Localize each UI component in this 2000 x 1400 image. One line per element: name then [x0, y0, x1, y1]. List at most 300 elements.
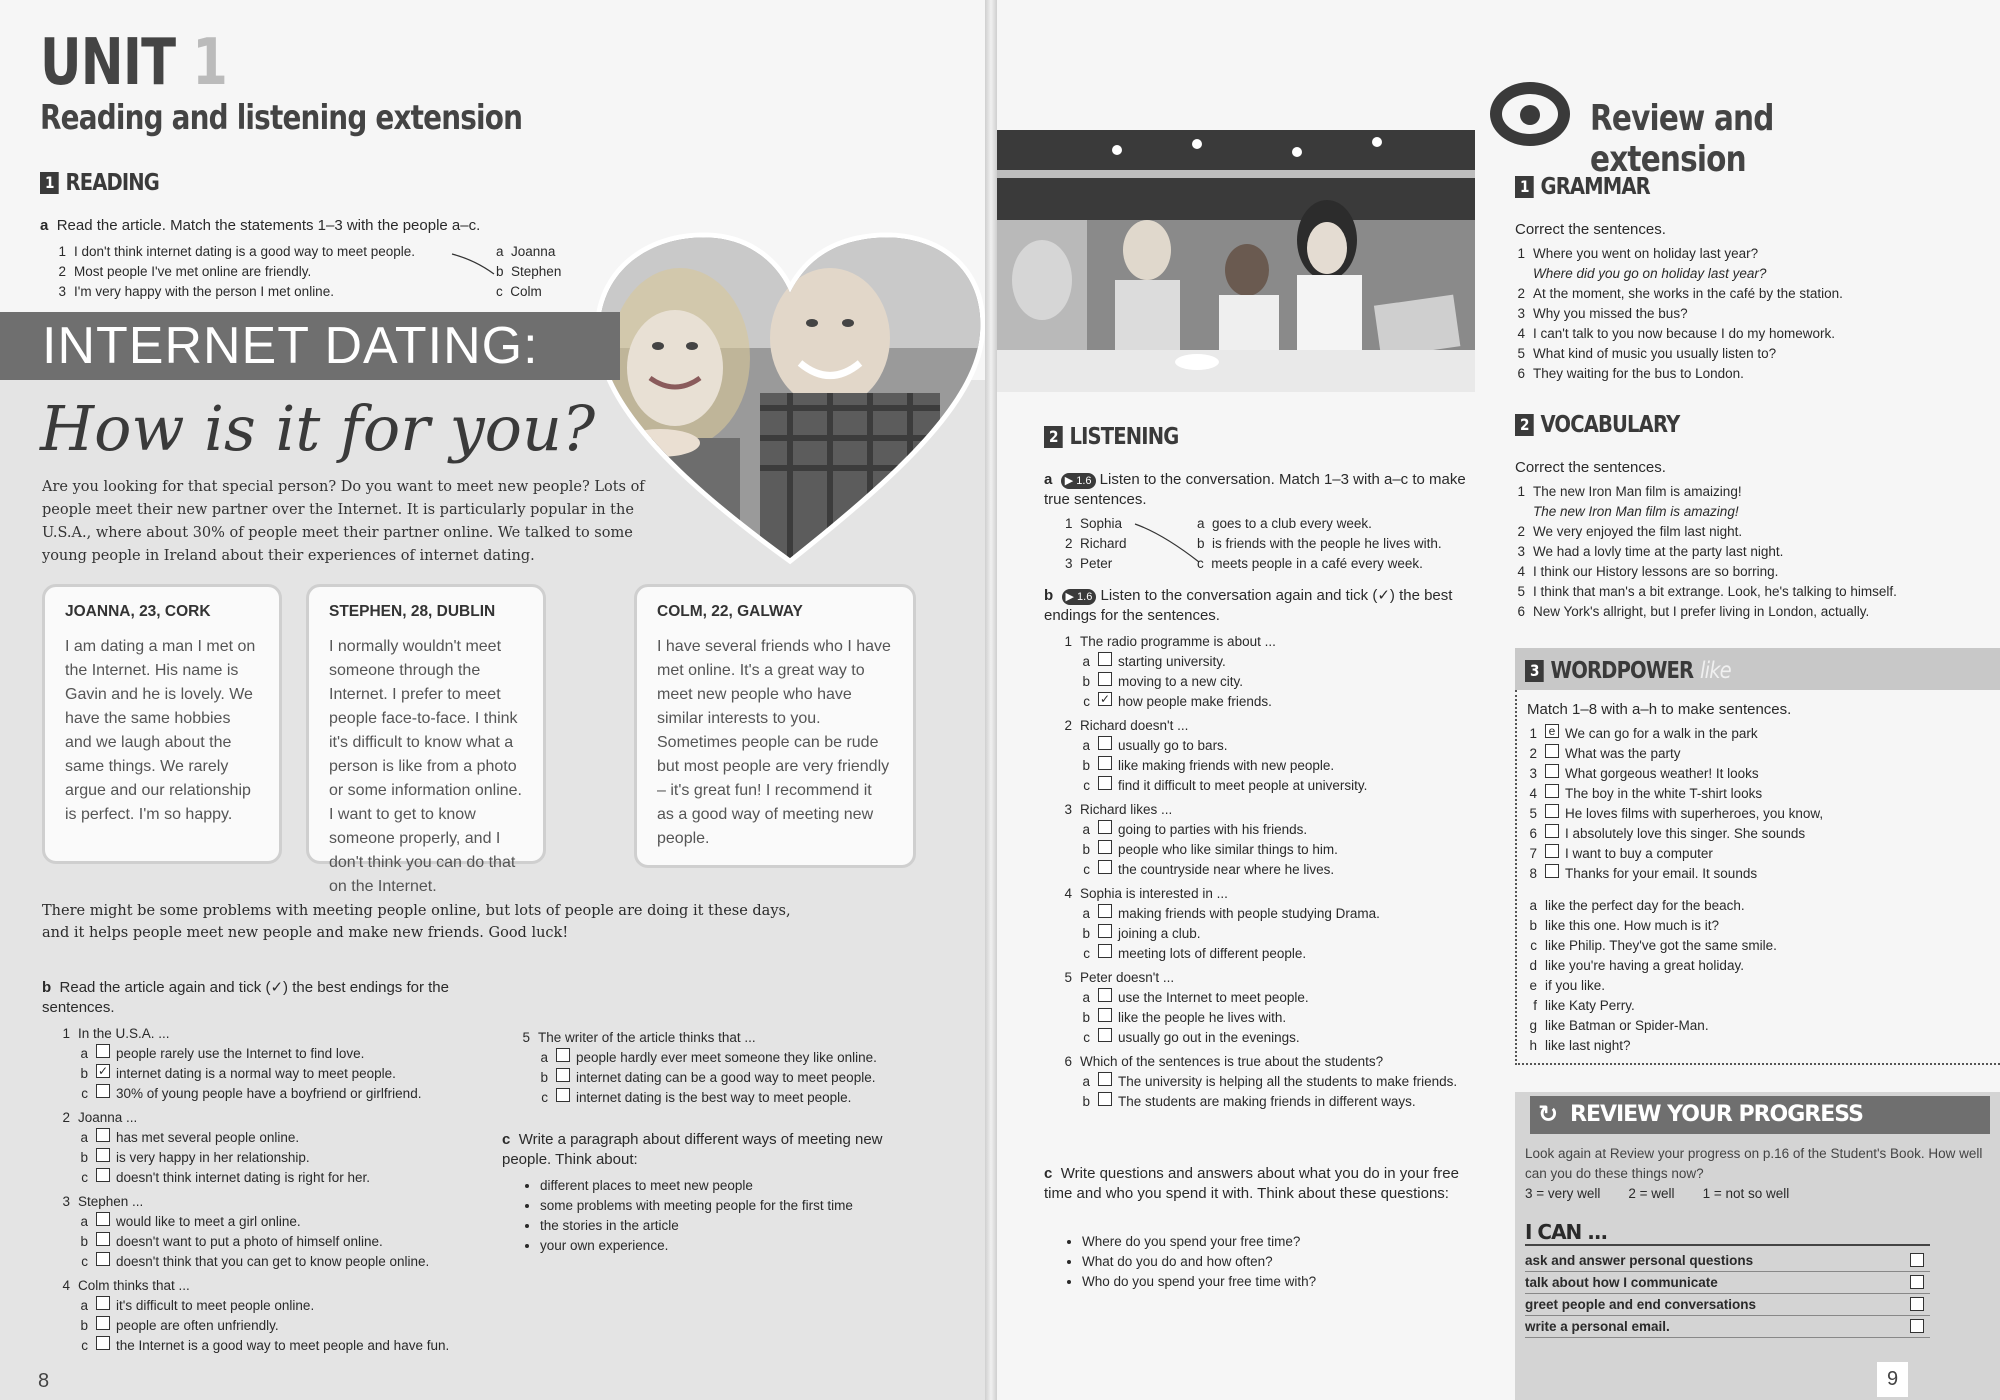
option-letter: b: [540, 1070, 548, 1085]
item-number: 6: [1517, 604, 1525, 619]
option-text: internet dating can be a good way to meet people.: [576, 1070, 876, 1085]
unit-word: UNIT: [40, 26, 176, 100]
wordpower-item: [1527, 784, 1987, 804]
answer-option: [1062, 776, 1482, 796]
cafe-photo-friends: [997, 130, 1475, 392]
ending-c: c meets people in a café every week.: [1197, 556, 1423, 571]
instruction-text: Write questions and answers about what you do in your free time and who you spend it with. Think about these questions:: [1044, 1165, 1459, 1202]
sentence-item: [1515, 364, 1985, 384]
answer-checkbox[interactable]: [1098, 1092, 1112, 1106]
wordpower-ending: [1527, 996, 1987, 1016]
answer-box[interactable]: [1545, 844, 1559, 858]
item-number: 2: [1529, 746, 1537, 761]
answer-option: [1062, 840, 1482, 860]
name-1: 1 Sophia: [1065, 516, 1123, 531]
option-text: making friends with people studying Drama.: [1118, 906, 1380, 921]
question-number: 1: [1064, 634, 1072, 649]
item-number: 5: [1529, 806, 1537, 821]
answer-checkbox[interactable]: [1098, 904, 1112, 918]
wordpower-items: [1527, 724, 1987, 884]
option-letter: a: [1082, 990, 1090, 1005]
answer-box[interactable]: [1545, 784, 1559, 798]
answer-checkbox[interactable]: [556, 1088, 570, 1102]
answer-checkbox[interactable]: [96, 1296, 110, 1310]
listening-b-instruction: [1044, 586, 1474, 626]
item-number: 4: [1517, 564, 1525, 579]
bullet-item: • Who do you spend your free time with?: [1082, 1272, 1462, 1292]
option-text: The university is helping all the students to make friends.: [1118, 1074, 1458, 1089]
article-intro: Are you looking for that special person? Do you want to meet new people? Lots of people meet their new partner over the Internet. It is particularly popular in the U.S.A., where about 30% of people meet their partner online. We talked to some young people in Ireland about their experiences of internet dating.: [42, 479, 645, 564]
ending-b: b is friends with the people he lives with.: [1197, 536, 1442, 551]
option-letter: b: [80, 1318, 88, 1333]
refresh-icon: ↻: [1538, 1100, 1558, 1128]
wordpower-item: [1527, 844, 1987, 864]
option-letter: b: [80, 1234, 88, 1249]
answer-option: [1062, 692, 1482, 712]
answer-checkbox[interactable]: [556, 1048, 570, 1062]
answer-checkbox[interactable]: [1098, 1072, 1112, 1086]
wordpower-number-badge: 3: [1525, 660, 1544, 682]
i-can-item: write a personal email.: [1525, 1316, 1930, 1338]
statement-text: I'm very happy with the person I met online.: [74, 284, 334, 299]
instruction-text: Listen to the conversation again and tick (✓) the best endings for the sentences.: [1044, 587, 1453, 624]
item-text: The new Iron Man film is amaizing!: [1533, 484, 1742, 499]
option-letter: c: [1083, 946, 1090, 961]
listening-b-questions: [1062, 632, 1482, 1116]
option-text: use the Internet to meet people.: [1118, 990, 1309, 1005]
reading-b-questions: [60, 1024, 520, 1360]
unit-subtitle: Reading and listening extension: [40, 98, 523, 138]
reading-number-badge: 1: [40, 172, 59, 194]
item-text: We had a lovly time at the party last night.: [1533, 544, 1784, 559]
wordpower-item: [1527, 864, 1987, 884]
question-stem: [60, 1276, 520, 1296]
review-title: Review and extension: [1590, 98, 1774, 180]
question-text: Peter doesn't ...: [1080, 970, 1175, 985]
option-text: starting university.: [1118, 654, 1226, 669]
audio-track-icon[interactable]: ▶ 1.6: [1062, 589, 1097, 605]
answer-box[interactable]: e: [1545, 724, 1559, 738]
option-text: is very happy in her relationship.: [116, 1150, 310, 1165]
grammar-number-badge: 1: [1515, 176, 1534, 198]
option-letter: c: [541, 1090, 548, 1105]
answer-checkbox[interactable]: [1098, 820, 1112, 834]
answer-checkbox[interactable]: [1098, 860, 1112, 874]
ending-text: if you like.: [1545, 978, 1606, 993]
answer-checkbox[interactable]: [1098, 1028, 1112, 1042]
item-text: I think our History lessons are so borring.: [1533, 564, 1779, 579]
option-letter: c: [1083, 694, 1090, 709]
question-number: 3: [62, 1194, 70, 1209]
option-letter: b: [80, 1150, 88, 1165]
answer-checkbox[interactable]: [1098, 1008, 1112, 1022]
option-text: 30% of young people have a boyfriend or girlfriend.: [116, 1086, 422, 1101]
reading-b-instruction: [42, 978, 462, 1018]
exercise-c-letter: c: [1044, 1165, 1053, 1182]
option-letter: a: [1082, 822, 1090, 837]
item-text: What was the party: [1565, 746, 1681, 761]
match-line: [450, 252, 496, 278]
i-can-heading: I CAN ...: [1525, 1220, 1930, 1246]
card-body: I am dating a man I met on the Internet. His name is Gavin and he is lovely. We have the same hobbies and we laugh about the same things. We rarely argue and our relationship is perfect. I'm so happy.: [65, 638, 256, 823]
answer-checkbox[interactable]: [96, 1128, 110, 1142]
answer-checkbox[interactable]: [1098, 736, 1112, 750]
answer-checkbox[interactable]: [1098, 988, 1112, 1002]
grammar-heading: [1515, 174, 1650, 200]
review-scale: [1525, 1184, 1985, 1204]
answer-checkbox[interactable]: [96, 1252, 110, 1266]
ending-letter: h: [1529, 1038, 1537, 1053]
card-colm: [634, 584, 916, 868]
i-can-checkbox[interactable]: [1910, 1319, 1924, 1333]
sentence-item: [1515, 324, 1985, 344]
item-number: 6: [1517, 366, 1525, 381]
scale-item: 1 = not so well: [1702, 1186, 1790, 1201]
listening-endings: [1197, 514, 1487, 574]
scale-item: 3 = very well: [1525, 1186, 1601, 1201]
exercise-a-letter: a: [40, 217, 49, 234]
option-text: meeting lots of different people.: [1118, 946, 1307, 961]
question-text: The writer of the article thinks that ...: [538, 1030, 756, 1045]
option-text: the Internet is a good way to meet people and have fun.: [116, 1338, 450, 1353]
ending-letter: e: [1529, 978, 1537, 993]
item-number: 3: [1517, 544, 1525, 559]
item-text: New York's allright, but I prefer living in London, actually.: [1533, 604, 1870, 619]
wordpower-heading: [1525, 658, 1731, 684]
option-letter: b: [1082, 674, 1090, 689]
question: [60, 1276, 520, 1356]
option-text: people hardly ever meet someone they like online.: [576, 1050, 877, 1065]
instruction-text: Write a paragraph about different ways of meeting new people. Think about:: [502, 1131, 883, 1168]
option-text: people are often unfriendly.: [116, 1318, 279, 1333]
question-number: 4: [62, 1278, 70, 1293]
option-letter: c: [81, 1170, 88, 1185]
option-text: find it difficult to meet people at university.: [1118, 778, 1368, 793]
wordpower-ending: [1527, 976, 1987, 996]
option-text: internet dating is a normal way to meet people.: [116, 1066, 396, 1081]
option-text: how people make friends.: [1118, 694, 1272, 709]
question: [1062, 884, 1482, 964]
answer-option: [1062, 756, 1482, 776]
item-text: I want to buy a computer: [1565, 846, 1713, 861]
answer-checkbox[interactable]: [96, 1168, 110, 1182]
reading-heading: [40, 170, 159, 196]
item-number: 4: [1529, 786, 1537, 801]
exercise-b-letter: b: [42, 979, 52, 996]
item-number: 8: [1529, 866, 1537, 881]
option-letter: a: [1082, 906, 1090, 921]
option-text: going to parties with his friends.: [1118, 822, 1308, 837]
option-letter: c: [81, 1086, 88, 1101]
item-text: They waiting for the bus to London.: [1533, 366, 1744, 381]
option-letter: a: [80, 1130, 88, 1145]
option-text: usually go out in the evenings.: [1118, 1030, 1300, 1045]
option-letter: c: [81, 1338, 88, 1353]
statements-list: [56, 242, 456, 302]
item-text: The boy in the white T-shirt looks: [1565, 786, 1763, 801]
answer-option: [520, 1068, 940, 1088]
ending-text: like this one. How much is it?: [1545, 918, 1720, 933]
item-text: Thanks for your email. It sounds: [1565, 866, 1758, 881]
ending-letter: a: [1529, 898, 1537, 913]
right-page: [997, 0, 2000, 1400]
answer-checkbox[interactable]: [556, 1068, 570, 1082]
answer-option: [60, 1212, 520, 1232]
question-number: 5: [1064, 970, 1072, 985]
wordpower-instruction: Match 1–8 with a–h to make sentences.: [1527, 701, 1792, 718]
answer-box[interactable]: [1545, 744, 1559, 758]
item-text: We very enjoyed the film last night.: [1533, 524, 1743, 539]
question-text: Colm thinks that ...: [78, 1278, 190, 1293]
bullet-item: • some problems with meeting people for the first time: [540, 1196, 960, 1216]
item-number: 1: [1529, 726, 1537, 741]
answer-checkbox[interactable]: [1098, 776, 1112, 790]
option-text: moving to a new city.: [1118, 674, 1244, 689]
statement-1: 1 I don't think internet dating is a good way to meet people.: [56, 242, 456, 262]
wordpower-ending: [1527, 1036, 1987, 1056]
option-text: doesn't think internet dating is right for her.: [116, 1170, 370, 1185]
vocabulary-heading: [1515, 412, 1679, 438]
question-number: 5: [522, 1030, 530, 1045]
review-progress-heading: [1530, 1096, 1990, 1134]
option-text: would like to meet a girl online.: [116, 1214, 301, 1229]
answer-checkbox[interactable]: [1098, 652, 1112, 666]
answer-checkbox[interactable]: [1098, 944, 1112, 958]
answer-option: [60, 1044, 520, 1064]
answer-option: [1062, 1072, 1482, 1092]
question: [1062, 716, 1482, 796]
answer-checkbox[interactable]: [96, 1336, 110, 1350]
option-text: joining a club.: [1118, 926, 1201, 941]
wordpower-endings: [1527, 896, 1987, 1056]
option-letter: a: [80, 1046, 88, 1061]
answer-checkbox[interactable]: [1098, 924, 1112, 938]
question-stem: [1062, 716, 1482, 736]
wordpower-ending: [1527, 956, 1987, 976]
item-text: What kind of music you usually listen to?: [1533, 346, 1777, 361]
vocabulary-instruction: Correct the sentences.: [1515, 459, 1666, 476]
bullet-item: • different places to meet new people: [540, 1176, 960, 1196]
listening-heading-text: LISTENING: [1069, 424, 1179, 450]
option-text: people who like similar things to him.: [1118, 842, 1338, 857]
ending-text: like you're having a great holiday.: [1545, 958, 1744, 973]
question: [60, 1024, 520, 1104]
exercise-c-letter: c: [502, 1131, 511, 1148]
question-stem: [1062, 884, 1482, 904]
item-number: 5: [1517, 346, 1525, 361]
exercise-b-letter: b: [1044, 587, 1054, 604]
i-can-item: greet people and end conversations: [1525, 1294, 1930, 1316]
question-text: In the U.S.A. ...: [78, 1026, 170, 1041]
wordpower-item: [1527, 804, 1987, 824]
sentence-item: [1515, 582, 1995, 602]
bullet-item: • the stories in the article: [540, 1216, 960, 1236]
answer-checkbox[interactable]: ✓: [1099, 692, 1111, 706]
question-text: Stephen ...: [78, 1194, 144, 1209]
review-ring-icon: [1490, 82, 1570, 146]
answer-checkbox[interactable]: [96, 1148, 110, 1162]
reading-heading-text: READING: [65, 170, 159, 196]
option-letter: b: [80, 1066, 88, 1081]
question-number: 3: [1064, 802, 1072, 817]
answer-option: [1062, 1092, 1482, 1112]
option-text: The students are making friends in different ways.: [1118, 1094, 1416, 1109]
listening-match-line: [1133, 522, 1203, 566]
example-answer: The new Iron Man film is amazing!: [1533, 504, 1739, 519]
ending-letter: g: [1529, 1018, 1537, 1033]
instruction-text: Read the article again and tick (✓) the best endings for the sentences.: [42, 979, 449, 1016]
option-letter: c: [1083, 1030, 1090, 1045]
question-number: 4: [1064, 886, 1072, 901]
question-text: Which of the sentences is true about the students?: [1080, 1054, 1384, 1069]
answer-option: [1062, 672, 1482, 692]
option-text: internet dating is the best way to meet people.: [576, 1090, 852, 1105]
item-number: 6: [1529, 826, 1537, 841]
ending-text: like the perfect day for the beach.: [1545, 898, 1745, 913]
ending-letter: f: [1533, 998, 1537, 1013]
question-stem: [1062, 800, 1482, 820]
card-body: I have several friends who I have met online. It's a great way to meet new people who have similar interests to you. Sometimes people can be rude but most people are very friendly – it's great fun! I recommend it as a good way of meeting new people.: [657, 638, 891, 847]
answer-checkbox[interactable]: [1098, 672, 1112, 686]
ending-letter: c: [1530, 938, 1537, 953]
item-number: 1: [1517, 484, 1525, 499]
grammar-instruction: Correct the sentences.: [1515, 221, 1666, 238]
listening-a-instruction: [1044, 470, 1474, 510]
option-letter: b: [1082, 758, 1090, 773]
question-stem: [60, 1024, 520, 1044]
answer-option: [60, 1336, 520, 1356]
question-text: The radio programme is about ...: [1080, 634, 1276, 649]
item-number: 2: [1517, 286, 1525, 301]
answer-checkbox[interactable]: [96, 1212, 110, 1226]
option-letter: a: [80, 1298, 88, 1313]
wordpower-item: [1527, 824, 1987, 844]
answer-checkbox[interactable]: [96, 1084, 110, 1098]
item-number: 4: [1517, 326, 1525, 341]
question-number: 2: [62, 1110, 70, 1125]
article-headline: How is it for you?: [40, 392, 596, 465]
reading-c-instruction: [502, 1130, 922, 1170]
answer-checkbox[interactable]: [96, 1316, 110, 1330]
answer-option: [60, 1084, 520, 1104]
wordpower-ending: [1527, 936, 1987, 956]
option-letter: a: [1082, 1074, 1090, 1089]
question-text: Richard likes ...: [1080, 802, 1173, 817]
question-stem: [520, 1028, 940, 1048]
question-stem: [1062, 968, 1482, 988]
i-can-checkbox[interactable]: [1910, 1253, 1924, 1267]
answer-box[interactable]: [1545, 804, 1559, 818]
question: [60, 1108, 520, 1188]
article-banner: INTERNET DATING:: [42, 317, 539, 375]
item-text: I think that man's a bit extrange. Look, he's talking to himself.: [1533, 584, 1897, 599]
answer-option: [1062, 1028, 1482, 1048]
audio-track-icon[interactable]: ▶ 1.6: [1061, 473, 1096, 489]
question-text: Sophia is interested in ...: [1080, 886, 1228, 901]
option-text: has met several people online.: [116, 1130, 300, 1145]
option-letter: a: [1082, 738, 1090, 753]
reading-c-bullets: [540, 1176, 960, 1256]
statement-3: 3 I'm very happy with the person I met online.: [56, 282, 456, 302]
ending-a: a goes to a club every week.: [1197, 516, 1372, 531]
ending-letter: b: [1529, 918, 1537, 933]
question-number: 1: [62, 1026, 70, 1041]
answer-checkbox[interactable]: [1098, 756, 1112, 770]
review-progress-panel: [1515, 1092, 2000, 1400]
card-body: I normally wouldn't meet someone through the Internet. I prefer to meet people face-to-face. I think it's difficult to know what a person is like from a photo or some information online. I want to get to know someone properly, and I don't think you can do that on the Internet.: [329, 638, 522, 895]
i-can-checkbox[interactable]: [1910, 1297, 1924, 1311]
sentence-item: [1515, 304, 1985, 324]
statement-text: I don't think internet dating is a good way to meet people.: [74, 244, 416, 259]
answer-option: [1062, 820, 1482, 840]
wordpower-item: [1527, 724, 1987, 744]
ending-text: like Philip. They've got the same smile.: [1545, 938, 1777, 953]
option-letter: a: [540, 1050, 548, 1065]
item-text: We can go for a walk in the park: [1565, 726, 1758, 741]
statement-text: Most people I've met online are friendly.: [74, 264, 312, 279]
bullet-item: • Where do you spend your free time?: [1082, 1232, 1462, 1252]
item-number: 5: [1517, 584, 1525, 599]
answer-checkbox[interactable]: [96, 1044, 110, 1058]
sentence-item: [1515, 522, 1995, 542]
wordpower-ending: [1527, 916, 1987, 936]
sentence-item: [1515, 344, 1985, 364]
answer-option: [60, 1232, 520, 1252]
card-name: COLM, 22, GALWAY: [657, 603, 803, 620]
ending-letter: d: [1529, 958, 1537, 973]
item-text: I can't talk to you now because I do my homework.: [1533, 326, 1835, 341]
question: [1062, 968, 1482, 1048]
option-letter: b: [1082, 926, 1090, 941]
grammar-items: [1515, 244, 1985, 384]
option-text: doesn't want to put a photo of himself online.: [116, 1234, 383, 1249]
question-stem: [1062, 632, 1482, 652]
option-text: like the people he lives with.: [1118, 1010, 1287, 1025]
sentence-item: [1515, 542, 1995, 562]
item-text: Where you went on holiday last year?: [1533, 246, 1759, 261]
answer-option: [520, 1088, 940, 1108]
person-b: b Stephen: [496, 264, 562, 279]
answer-option: [60, 1128, 520, 1148]
listening-number-badge: 2: [1044, 426, 1063, 448]
vocabulary-heading-text: VOCABULARY: [1540, 412, 1680, 438]
answer-option: [520, 1048, 940, 1068]
answer-box[interactable]: [1545, 824, 1559, 838]
ending-text: like last night?: [1545, 1038, 1631, 1053]
answer-box[interactable]: [1545, 764, 1559, 778]
question-number: 6: [1064, 1054, 1072, 1069]
i-can-item: talk about how I communicate: [1525, 1272, 1930, 1294]
instruction-text: Read the article. Match the statements 1–3 with the people a–c.: [56, 217, 481, 234]
i-can-checkbox[interactable]: [1910, 1275, 1924, 1289]
page-number-right: 9: [1877, 1362, 1908, 1397]
question-number: 2: [1064, 718, 1072, 733]
name-3: 3 Peter: [1065, 556, 1113, 571]
left-page: [0, 0, 985, 1400]
listening-c-instruction: [1044, 1164, 1464, 1204]
answer-option: [60, 1148, 520, 1168]
answer-box[interactable]: [1545, 864, 1559, 878]
answer-checkbox[interactable]: [96, 1232, 110, 1246]
answer-checkbox[interactable]: [1098, 840, 1112, 854]
bullet-item: • What do you do and how often?: [1082, 1252, 1462, 1272]
answer-checkbox[interactable]: ✓: [97, 1064, 109, 1078]
wordpower-word: like: [1700, 658, 1731, 684]
example-answer: Where did you go on holiday last year?: [1533, 266, 1767, 281]
i-can-list: [1525, 1250, 1930, 1338]
option-text: usually go to bars.: [1118, 738, 1228, 753]
option-letter: b: [1082, 842, 1090, 857]
